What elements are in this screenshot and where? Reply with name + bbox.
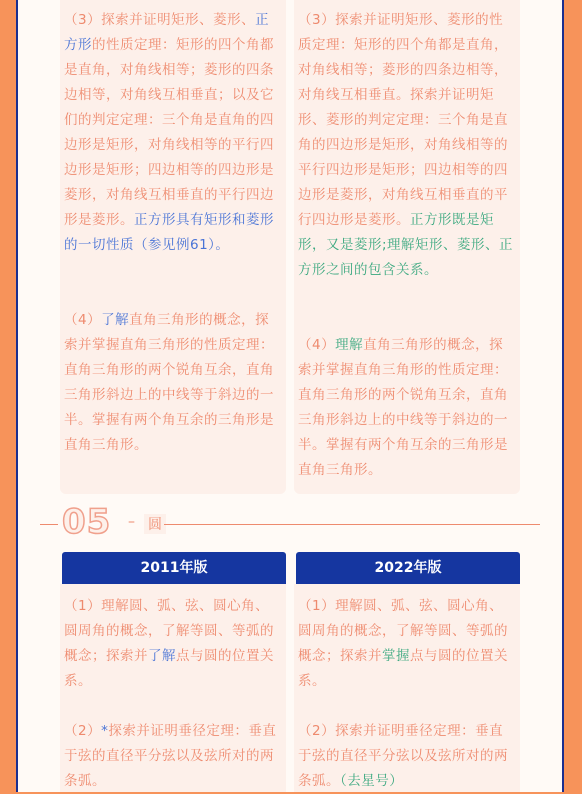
- text-segment: *: [101, 723, 109, 739]
- text-segment: （3）探索并证明矩形、菱形的性质定理：矩形的四个角都是直角，对角线相等；菱形的四条边相等，对角线互相垂直。探索并证明矩形、菱形的判定定理：三个角是直角的四边形是矩形，对角线相等的平行四边形是矩形；四边相等的四边形是菱形，对角线互相垂直的平行四边形是菱形。: [298, 12, 508, 228]
- left-column-bottom: [60, 584, 286, 792]
- text-segment: （4）: [298, 337, 336, 353]
- text-segment: 的性质定理：矩形的四个角都是直角，对角线相等；菱形的四条边相等，对角线互相垂直；以及它们的判定定理：三个角是直角的四边形是矩形，对角线相等的平行四边形是矩形；四边相等的四边形是菱形，对角线互相垂直的平行四边形是菱形。: [64, 37, 274, 228]
- text-segment: （1）理解圆、弧、弦、圆心角、圆周角的概念，了解等圆、等弧的概念；探索并: [298, 598, 508, 664]
- heading-line-right: [164, 524, 540, 525]
- right-item-3: [298, 8, 516, 283]
- heading-line-left: [40, 524, 58, 525]
- text-segment: 正方形: [64, 12, 270, 53]
- right-item-4: [298, 333, 516, 483]
- left-circle-item-2: [64, 719, 282, 794]
- text-segment: 正方形既是矩形，又是菱形;理解矩形、菱形、正方形之间的包含关系。: [298, 212, 514, 278]
- text-segment: （去星号）: [340, 773, 404, 789]
- text-segment: 点与圆的位置关系。: [298, 648, 508, 689]
- text-segment: 理解: [335, 337, 364, 353]
- text-segment: （2）探索并证明垂径定理：垂直于弦的直径平分弦以及弦所对的两条弧。: [298, 723, 508, 789]
- text-segment: （1）理解圆、弧、弦、圆心角、圆周角的概念，了解等圆、等弧的概念；探索并: [64, 598, 274, 664]
- left-item-3: [64, 8, 282, 258]
- text-segment: 了解: [101, 312, 130, 328]
- left-column-top: [60, 0, 286, 494]
- text-segment: 探索并证明垂径定理：垂直于弦的直径平分弦以及弦所对的两条弧。: [64, 723, 277, 789]
- text-segment: 了解: [148, 648, 176, 664]
- text-segment: 直角三角形的概念，探索并掌握直角三角形的性质定理：直角三角形的两个锐角互余，直角三角形斜边上的中线等于斜边的一半。掌握有两个角互余的三角形是直角三角形。: [64, 312, 274, 453]
- section-heading: [40, 502, 540, 542]
- right-circle-item-2: [298, 719, 516, 794]
- version-2011-header: 2011年版: [62, 552, 286, 584]
- right-column-bottom: [294, 584, 520, 792]
- text-segment: （3）探索并证明矩形、菱形、: [64, 12, 256, 28]
- text-segment: 正方形具有矩形和菱形的一切性质（参见例61）。: [64, 212, 274, 253]
- right-circle-item-1: [298, 594, 516, 694]
- left-item-4: [64, 308, 282, 458]
- version-2022-header: 2022年版: [296, 552, 520, 584]
- text-segment: 点与圆的位置关系。: [64, 648, 274, 689]
- text-segment: （2）: [64, 723, 102, 739]
- section-number: 05: [62, 502, 112, 542]
- text-segment: 掌握: [382, 648, 410, 664]
- section-title: 圆: [144, 514, 166, 534]
- right-column-top: [294, 0, 520, 494]
- text-segment: （4）: [64, 312, 102, 328]
- left-circle-item-1: [64, 594, 282, 694]
- text-segment: 直角三角形的概念，探索并掌握直角三角形的性质定理：直角三角形的两个锐角互余，直角三角形斜边上的中线等于斜边的一半。掌握有两个角互余的三角形是直角三角形。: [298, 337, 508, 478]
- section-separator: –: [128, 514, 135, 530]
